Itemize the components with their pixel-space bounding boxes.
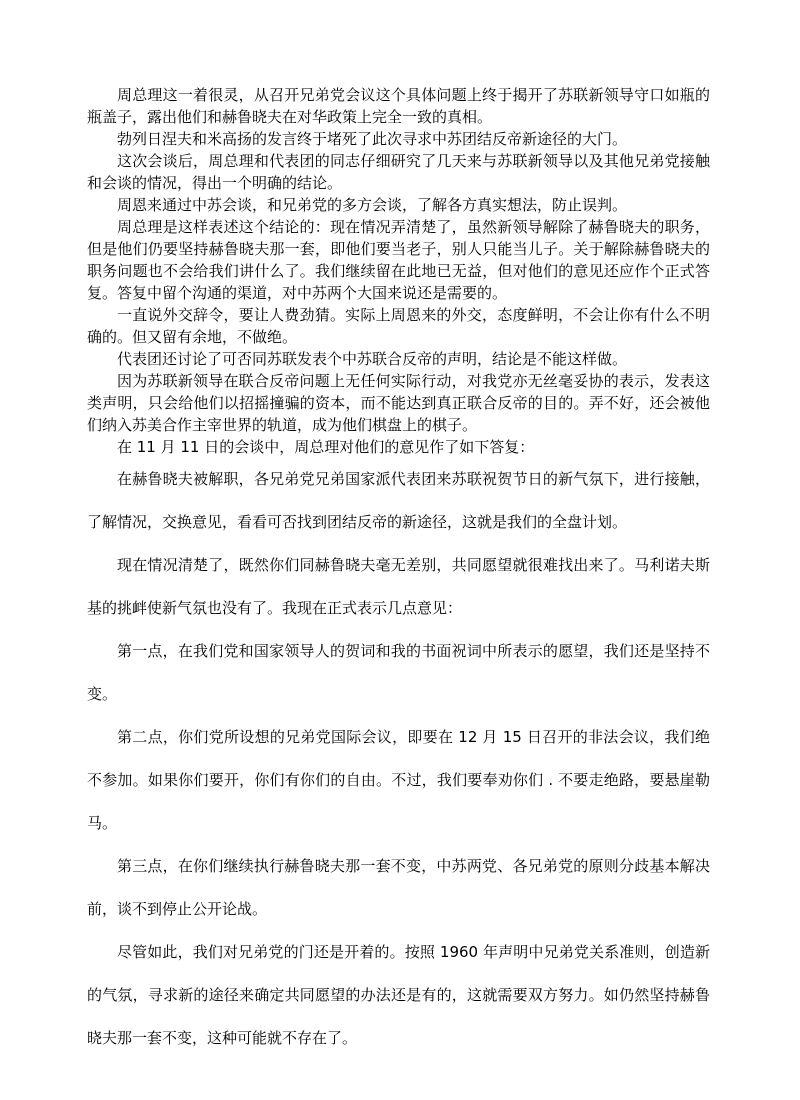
paragraph: 第二点，你们党所设想的兄弟党国际会议，即要在 12 月 15 日召开的非法会议，我们绝不参加。如果你们要开，你们有你们的自由。不过，我们要奉劝你们 . 不要走绝路，要悬崖勒马。: [87, 728, 710, 832]
paragraph: 现在情况清楚了，既然你们同赫鲁晓夫毫无差别，共同愿望就很难找出来了。马利诺夫斯基的挑衅使新气氛也没有了。我现在正式表示几点意见：: [87, 556, 710, 617]
paragraph: 代表团还讨论了可否同苏联发表个中苏联合反帝的声明，结论是不能这样做。: [117, 350, 628, 368]
paragraph: 第三点，在你们继续执行赫鲁晓夫那一套不变，中苏两党、各兄弟党的原则分歧基本解决前，谈不到停止公开论战。: [87, 857, 710, 918]
paragraph: 一直说外交辞令，要让人费劲猜。实际上周恩来的外交，态度鲜明，不会让你有什么不明确的。但又留有余地，不做绝。: [87, 306, 710, 346]
loose-text-section: [87, 458, 710, 1060]
paragraph: 因为苏联新领导在联合反帝问题上无任何实际行动，对我党亦无丝毫妥协的表示，发表这类声明，只会给他们以招摇撞骗的资本，而不能达到真正联合反帝的目的。弄不好，还会被他们纳入苏美合作主宰世界的轨道，成为他们棋盘上的棋子。: [87, 372, 710, 434]
dense-text-section: [87, 84, 710, 458]
paragraph: 在赫鲁晓夫被解职，各兄弟党兄弟国家派代表团来苏联祝贺节日的新气氛下，进行接触，了解情况，交换意见，看看可否找到团结反帝的新途径，这就是我们的全盘计划。: [87, 470, 710, 531]
paragraph: 尽管如此，我们对兄弟党的门还是开着的。按照 1960 年声明中兄弟党关系准则，创造新的气氛，寻求新的途径来确定共同愿望的办法还是有的，这就需要双方努力。如仍然坚持赫鲁晓夫那一套不变，这种可能就不存在了。: [87, 943, 710, 1047]
paragraph: 这次会谈后，周总理和代表团的同志仔细研究了几天来与苏联新领导以及其他兄弟党接触和会谈的情况，得出一个明确的结论。: [87, 152, 710, 192]
paragraph: 周恩来通过中苏会谈，和兄弟党的多方会谈，了解各方真实想法，防止误判。: [117, 196, 628, 214]
paragraph: 在 11 月 11 日的会谈中，周总理对他们的意见作了如下答复：: [117, 438, 535, 456]
paragraph: 第一点，在我们党和国家领导人的贺词和我的书面祝词中所表示的愿望，我们还是坚持不变。: [87, 642, 710, 703]
paragraph: 勃列日涅夫和米高扬的发言终于堵死了此次寻求中苏团结反帝新途径的大门。: [117, 130, 628, 148]
paragraph: 周总理这一着很灵，从召开兄弟党会议这个具体问题上终于揭开了苏联新领导守口如瓶的瓶盖子，露出他们和赫鲁晓夫在对华政策上完全一致的真相。: [87, 86, 710, 126]
paragraph: 周总理是这样表述这个结论的：现在情况弄清楚了，虽然新领导解除了赫鲁晓夫的职务，但是他们仍要坚持赫鲁晓夫那一套，即他们要当老子，别人只能当儿子。关于解除赫鲁晓夫的职务问题也不会给我们讲什么了。我们继续留在此地已无益，但对他们的意见还应作个正式答复。答复中留个沟通的渠道，对中苏两个大国来说还是需要的。: [87, 218, 710, 302]
